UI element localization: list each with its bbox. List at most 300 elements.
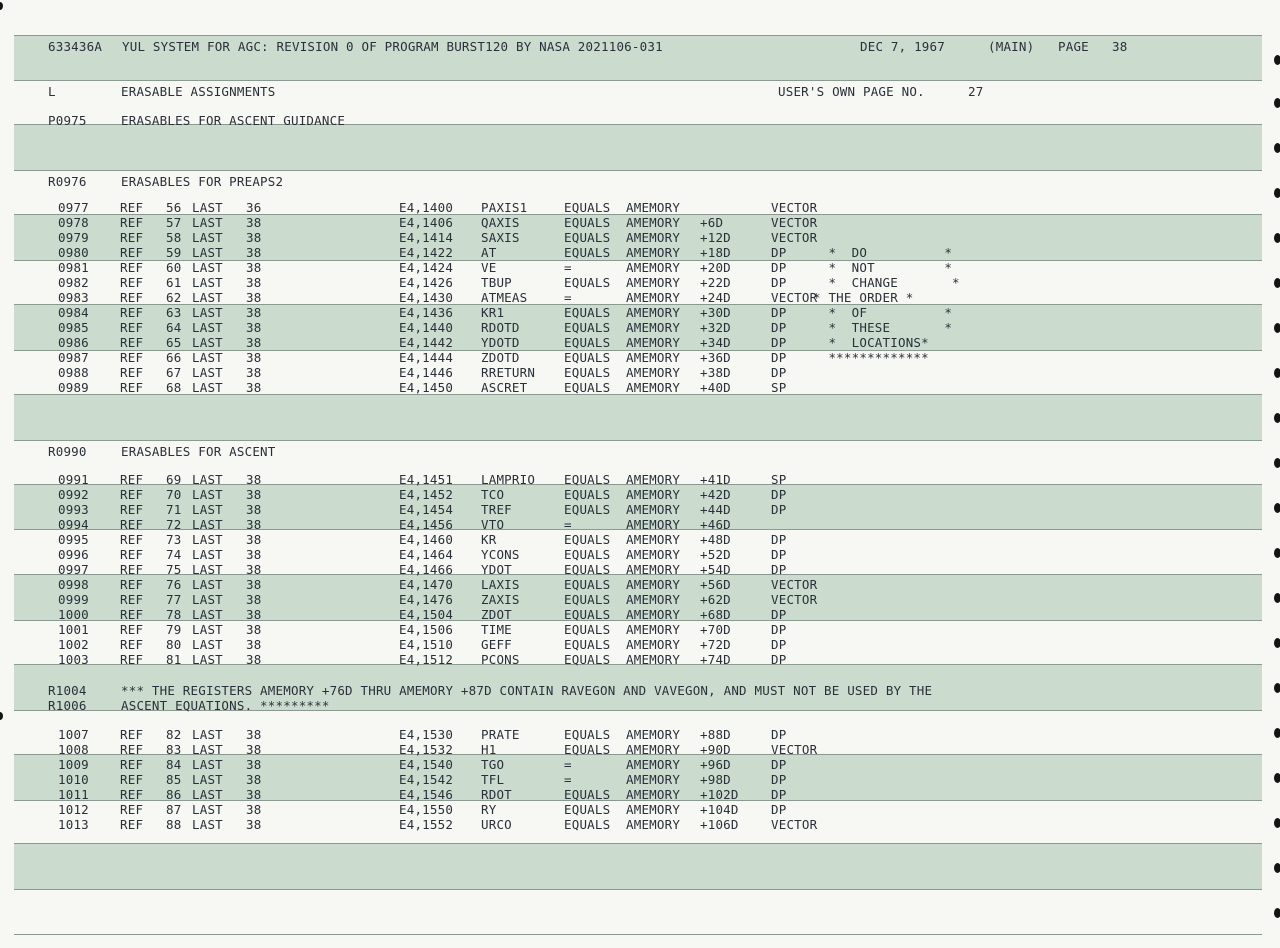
ref-count: 68	[166, 380, 182, 395]
last-page: 38	[246, 817, 262, 832]
symbol-name: URCO	[481, 817, 512, 832]
operand: AMEMORY	[626, 200, 681, 215]
address: E4,1422	[399, 245, 454, 260]
ref-count: 87	[166, 802, 182, 817]
ref-keyword: REF	[120, 772, 144, 787]
listing-row	[0, 275, 1260, 290]
listing-row	[0, 305, 1260, 320]
last-keyword: LAST	[192, 817, 223, 832]
page-label: PAGE	[1058, 39, 1089, 54]
symbol-name: LAXIS	[481, 577, 520, 592]
ref-keyword: REF	[120, 245, 144, 260]
feed-hole	[0, 712, 3, 720]
comment: * DO *	[813, 245, 953, 260]
operator: EQUALS	[564, 502, 611, 517]
address: E4,1460	[399, 532, 454, 547]
ref-keyword: REF	[120, 727, 144, 742]
seq-number: 1001	[58, 622, 89, 637]
listing-row	[0, 335, 1260, 350]
listing-row	[0, 350, 1260, 365]
last-keyword: LAST	[192, 260, 223, 275]
feed-hole	[1274, 413, 1280, 423]
comment: * OF *	[813, 305, 953, 320]
seq-number: 0989	[58, 380, 89, 395]
address: E4,1530	[399, 727, 454, 742]
last-page: 38	[246, 260, 262, 275]
address: E4,1550	[399, 802, 454, 817]
last-page: 38	[246, 502, 262, 517]
offset: +30D	[700, 305, 731, 320]
offset: +34D	[700, 335, 731, 350]
listing-row	[0, 200, 1260, 215]
listing-row	[0, 472, 1260, 487]
address: E4,1466	[399, 562, 454, 577]
operator: EQUALS	[564, 592, 611, 607]
symbol-name: YDOT	[481, 562, 512, 577]
seq-number: 0997	[58, 562, 89, 577]
operator: EQUALS	[564, 547, 611, 562]
ref-count: 75	[166, 562, 182, 577]
address: E4,1476	[399, 592, 454, 607]
symbol-name: SAXIS	[481, 230, 520, 245]
address: E4,1442	[399, 335, 454, 350]
ref-keyword: REF	[120, 350, 144, 365]
address: E4,1430	[399, 290, 454, 305]
last-page: 38	[246, 742, 262, 757]
seq-number: 0998	[58, 577, 89, 592]
symbol-name: TIME	[481, 622, 512, 637]
comment: * THESE *	[813, 320, 953, 335]
data-type: DP	[771, 757, 787, 772]
symbol-name: TREF	[481, 502, 512, 517]
last-keyword: LAST	[192, 622, 223, 637]
last-keyword: LAST	[192, 472, 223, 487]
offset: +96D	[700, 757, 731, 772]
section-title: ERASABLES FOR ASCENT	[121, 444, 276, 459]
symbol-name: TBUP	[481, 275, 512, 290]
operator: EQUALS	[564, 215, 611, 230]
operator: EQUALS	[564, 802, 611, 817]
seq-number: 0987	[58, 350, 89, 365]
feed-hole	[1274, 458, 1280, 468]
last-keyword: LAST	[192, 742, 223, 757]
data-type: DP	[771, 350, 787, 365]
ref-keyword: REF	[120, 517, 144, 532]
ref-keyword: REF	[120, 817, 144, 832]
operator: EQUALS	[564, 230, 611, 245]
address: E4,1532	[399, 742, 454, 757]
last-page: 38	[246, 245, 262, 260]
last-page: 38	[246, 622, 262, 637]
ref-count: 86	[166, 787, 182, 802]
last-page: 38	[246, 607, 262, 622]
offset: +38D	[700, 365, 731, 380]
ref-count: 65	[166, 335, 182, 350]
ref-count: 79	[166, 622, 182, 637]
listing-row	[0, 742, 1260, 757]
ref-count: 69	[166, 472, 182, 487]
offset: +102D	[700, 787, 739, 802]
ref-count: 78	[166, 607, 182, 622]
operator: EQUALS	[564, 335, 611, 350]
data-type: VECTOR	[771, 577, 818, 592]
operator: EQUALS	[564, 472, 611, 487]
address: E4,1506	[399, 622, 454, 637]
seq-number: 1003	[58, 652, 89, 667]
operand: AMEMORY	[626, 547, 681, 562]
address: E4,1546	[399, 787, 454, 802]
listing-row	[0, 365, 1260, 380]
last-keyword: LAST	[192, 335, 223, 350]
last-page: 38	[246, 562, 262, 577]
symbol-name: YCONS	[481, 547, 520, 562]
ref-keyword: REF	[120, 215, 144, 230]
comment: * NOT *	[813, 260, 953, 275]
ref-count: 74	[166, 547, 182, 562]
feed-hole	[1274, 638, 1280, 648]
paper-rule	[14, 80, 1262, 81]
operator: EQUALS	[564, 350, 611, 365]
section-title: ERASABLES FOR PREAPS2	[121, 174, 284, 189]
seq-number: 0991	[58, 472, 89, 487]
seq-number: 0994	[58, 517, 89, 532]
ref-keyword: REF	[120, 637, 144, 652]
listing-row	[0, 727, 1260, 742]
job-id: 633436A	[48, 39, 103, 54]
listing-row	[0, 772, 1260, 787]
last-keyword: LAST	[192, 637, 223, 652]
last-keyword: LAST	[192, 200, 223, 215]
offset: +40D	[700, 380, 731, 395]
last-keyword: LAST	[192, 320, 223, 335]
last-page: 38	[246, 787, 262, 802]
data-type: DP	[771, 245, 787, 260]
last-keyword: LAST	[192, 772, 223, 787]
data-type: DP	[771, 532, 787, 547]
feed-hole	[1274, 503, 1280, 513]
data-type: VECTOR	[771, 817, 818, 832]
feed-hole	[1274, 323, 1280, 333]
last-keyword: LAST	[192, 727, 223, 742]
symbol-name: TFL	[481, 772, 505, 787]
feed-hole	[1274, 593, 1280, 603]
operator: EQUALS	[564, 320, 611, 335]
operator: =	[564, 290, 572, 305]
offset: +36D	[700, 350, 731, 365]
seq-number: 0978	[58, 215, 89, 230]
seq-number: 0983	[58, 290, 89, 305]
data-type: DP	[771, 727, 787, 742]
operand: AMEMORY	[626, 245, 681, 260]
operand: AMEMORY	[626, 607, 681, 622]
feed-hole	[1274, 818, 1280, 828]
operand: AMEMORY	[626, 757, 681, 772]
operator: EQUALS	[564, 637, 611, 652]
feed-hole	[0, 2, 3, 10]
offset: +41D	[700, 472, 731, 487]
last-keyword: LAST	[192, 245, 223, 260]
operand: AMEMORY	[626, 652, 681, 667]
address: E4,1454	[399, 502, 454, 517]
operand: AMEMORY	[626, 215, 681, 230]
last-page: 38	[246, 652, 262, 667]
data-type: DP	[771, 275, 787, 290]
address: E4,1436	[399, 305, 454, 320]
operand: AMEMORY	[626, 230, 681, 245]
users-page-label: USER'S OWN PAGE NO.	[778, 84, 925, 99]
feed-hole	[1274, 55, 1280, 65]
operator: EQUALS	[564, 577, 611, 592]
listing-row	[0, 817, 1260, 832]
data-type: VECTOR	[771, 592, 818, 607]
listing-row	[0, 290, 1260, 305]
listing-row	[0, 757, 1260, 772]
seq-number: 0986	[58, 335, 89, 350]
offset: +68D	[700, 607, 731, 622]
last-keyword: LAST	[192, 275, 223, 290]
ref-keyword: REF	[120, 380, 144, 395]
feed-hole	[1274, 188, 1280, 198]
operand: AMEMORY	[626, 472, 681, 487]
seq-number: 0979	[58, 230, 89, 245]
last-page: 38	[246, 305, 262, 320]
paper-rule	[14, 889, 1262, 890]
paper-rule	[14, 934, 1262, 935]
paper-band	[14, 394, 1262, 440]
address: E4,1406	[399, 215, 454, 230]
operator: EQUALS	[564, 652, 611, 667]
address: E4,1446	[399, 365, 454, 380]
ref-count: 62	[166, 290, 182, 305]
last-keyword: LAST	[192, 757, 223, 772]
address: E4,1452	[399, 487, 454, 502]
last-keyword: LAST	[192, 607, 223, 622]
operand: AMEMORY	[626, 290, 681, 305]
ref-count: 64	[166, 320, 182, 335]
listing-row	[0, 245, 1260, 260]
ref-keyword: REF	[120, 487, 144, 502]
operand: AMEMORY	[626, 380, 681, 395]
last-page: 38	[246, 772, 262, 787]
ref-keyword: REF	[120, 592, 144, 607]
ref-count: 73	[166, 532, 182, 547]
offset: +52D	[700, 547, 731, 562]
data-type: DP	[771, 320, 787, 335]
symbol-name: ATMEAS	[481, 290, 528, 305]
operator: EQUALS	[564, 245, 611, 260]
data-type: DP	[771, 562, 787, 577]
listing-row	[0, 380, 1260, 395]
data-type: SP	[771, 380, 787, 395]
symbol-name: RDOTD	[481, 320, 520, 335]
data-type: DP	[771, 502, 787, 517]
paper-rule	[14, 440, 1262, 441]
ref-count: 80	[166, 637, 182, 652]
symbol-name: ASCRET	[481, 380, 528, 395]
operand: AMEMORY	[626, 275, 681, 290]
operator: EQUALS	[564, 817, 611, 832]
offset: +54D	[700, 562, 731, 577]
ref-count: 88	[166, 817, 182, 832]
address: E4,1512	[399, 652, 454, 667]
operand: AMEMORY	[626, 305, 681, 320]
last-keyword: LAST	[192, 215, 223, 230]
offset: +22D	[700, 275, 731, 290]
offset: +70D	[700, 622, 731, 637]
last-keyword: LAST	[192, 577, 223, 592]
seq-number: 0977	[58, 200, 89, 215]
seq-number: 1011	[58, 787, 89, 802]
address: E4,1440	[399, 320, 454, 335]
operand: AMEMORY	[626, 622, 681, 637]
address: E4,1400	[399, 200, 454, 215]
last-keyword: LAST	[192, 290, 223, 305]
listing-row	[0, 502, 1260, 517]
log-title: ERASABLE ASSIGNMENTS	[121, 84, 276, 99]
last-page: 38	[246, 592, 262, 607]
offset: +12D	[700, 230, 731, 245]
data-type: DP	[771, 335, 787, 350]
offset: +44D	[700, 502, 731, 517]
offset: +72D	[700, 637, 731, 652]
symbol-name: ZDOTD	[481, 350, 520, 365]
feed-hole	[1274, 278, 1280, 288]
seq-number: 0980	[58, 245, 89, 260]
listing-row	[0, 787, 1260, 802]
data-type: DP	[771, 305, 787, 320]
last-page: 38	[246, 532, 262, 547]
ref-keyword: REF	[120, 200, 144, 215]
address: E4,1414	[399, 230, 454, 245]
seq-number: 1013	[58, 817, 89, 832]
symbol-name: GEFF	[481, 637, 512, 652]
seq-number: 1007	[58, 727, 89, 742]
seq-number: 0984	[58, 305, 89, 320]
data-type: DP	[771, 637, 787, 652]
operator: EQUALS	[564, 787, 611, 802]
data-type: DP	[771, 365, 787, 380]
listing-section: (MAIN)	[988, 39, 1035, 54]
ref-count: 59	[166, 245, 182, 260]
paper-rule	[14, 843, 1262, 844]
offset: +106D	[700, 817, 739, 832]
section-id: P0975	[48, 113, 87, 128]
seq-number: 0981	[58, 260, 89, 275]
seq-number: 0993	[58, 502, 89, 517]
symbol-name: VE	[481, 260, 497, 275]
last-page: 38	[246, 275, 262, 290]
address: E4,1540	[399, 757, 454, 772]
last-page: 38	[246, 320, 262, 335]
note-text: ASCENT EQUATIONS. *********	[121, 698, 330, 713]
note-text: *** THE REGISTERS AMEMORY +76D THRU AMEMORY +87D CONTAIN RAVEGON AND VAVEGON, AND MUST NOT BE USED BY THE	[121, 683, 933, 698]
data-type: DP	[771, 622, 787, 637]
feed-hole	[1274, 233, 1280, 243]
ref-keyword: REF	[120, 607, 144, 622]
ref-keyword: REF	[120, 577, 144, 592]
log-mark: L	[48, 84, 56, 99]
seq-number: 1009	[58, 757, 89, 772]
data-type: VECTOR	[771, 200, 818, 215]
ref-count: 82	[166, 727, 182, 742]
last-keyword: LAST	[192, 532, 223, 547]
address: E4,1451	[399, 472, 454, 487]
operator: EQUALS	[564, 622, 611, 637]
ref-count: 76	[166, 577, 182, 592]
offset: +32D	[700, 320, 731, 335]
symbol-name: H1	[481, 742, 497, 757]
data-type: DP	[771, 547, 787, 562]
symbol-name: YDOTD	[481, 335, 520, 350]
feed-hole	[1274, 773, 1280, 783]
address: E4,1504	[399, 607, 454, 622]
operand: AMEMORY	[626, 350, 681, 365]
seq-number: 1000	[58, 607, 89, 622]
listing-row	[0, 517, 1260, 532]
page-number: 38	[1112, 39, 1128, 54]
last-page: 38	[246, 215, 262, 230]
ref-keyword: REF	[120, 562, 144, 577]
address: E4,1470	[399, 577, 454, 592]
seq-number: 0999	[58, 592, 89, 607]
data-type: VECTOR	[771, 215, 818, 230]
operator: EQUALS	[564, 275, 611, 290]
data-type: DP	[771, 787, 787, 802]
symbol-name: PRATE	[481, 727, 520, 742]
data-type: VECTOR	[771, 290, 818, 305]
listing-row	[0, 547, 1260, 562]
last-page: 38	[246, 487, 262, 502]
listing-row	[0, 592, 1260, 607]
ref-keyword: REF	[120, 652, 144, 667]
ref-count: 77	[166, 592, 182, 607]
symbol-name: ZDOT	[481, 607, 512, 622]
last-keyword: LAST	[192, 365, 223, 380]
offset: +20D	[700, 260, 731, 275]
seq-number: 0992	[58, 487, 89, 502]
ref-keyword: REF	[120, 335, 144, 350]
last-keyword: LAST	[192, 547, 223, 562]
ref-count: 57	[166, 215, 182, 230]
last-page: 38	[246, 802, 262, 817]
users-page-number: 27	[968, 84, 984, 99]
ref-keyword: REF	[120, 742, 144, 757]
comment: * THE ORDER *	[813, 290, 914, 305]
listing-row	[0, 607, 1260, 622]
ref-count: 66	[166, 350, 182, 365]
last-page: 38	[246, 547, 262, 562]
operator: =	[564, 757, 572, 772]
ref-count: 83	[166, 742, 182, 757]
offset: +62D	[700, 592, 731, 607]
listing-row	[0, 532, 1260, 547]
feed-hole	[1274, 683, 1280, 693]
ref-count: 81	[166, 652, 182, 667]
operator: EQUALS	[564, 305, 611, 320]
operand: AMEMORY	[626, 637, 681, 652]
operand: AMEMORY	[626, 787, 681, 802]
operand: AMEMORY	[626, 517, 681, 532]
operand: AMEMORY	[626, 320, 681, 335]
offset: +48D	[700, 532, 731, 547]
address: E4,1510	[399, 637, 454, 652]
ref-count: 67	[166, 365, 182, 380]
ref-keyword: REF	[120, 275, 144, 290]
address: E4,1456	[399, 517, 454, 532]
seq-number: 1012	[58, 802, 89, 817]
listing-row	[0, 622, 1260, 637]
symbol-name: ZAXIS	[481, 592, 520, 607]
